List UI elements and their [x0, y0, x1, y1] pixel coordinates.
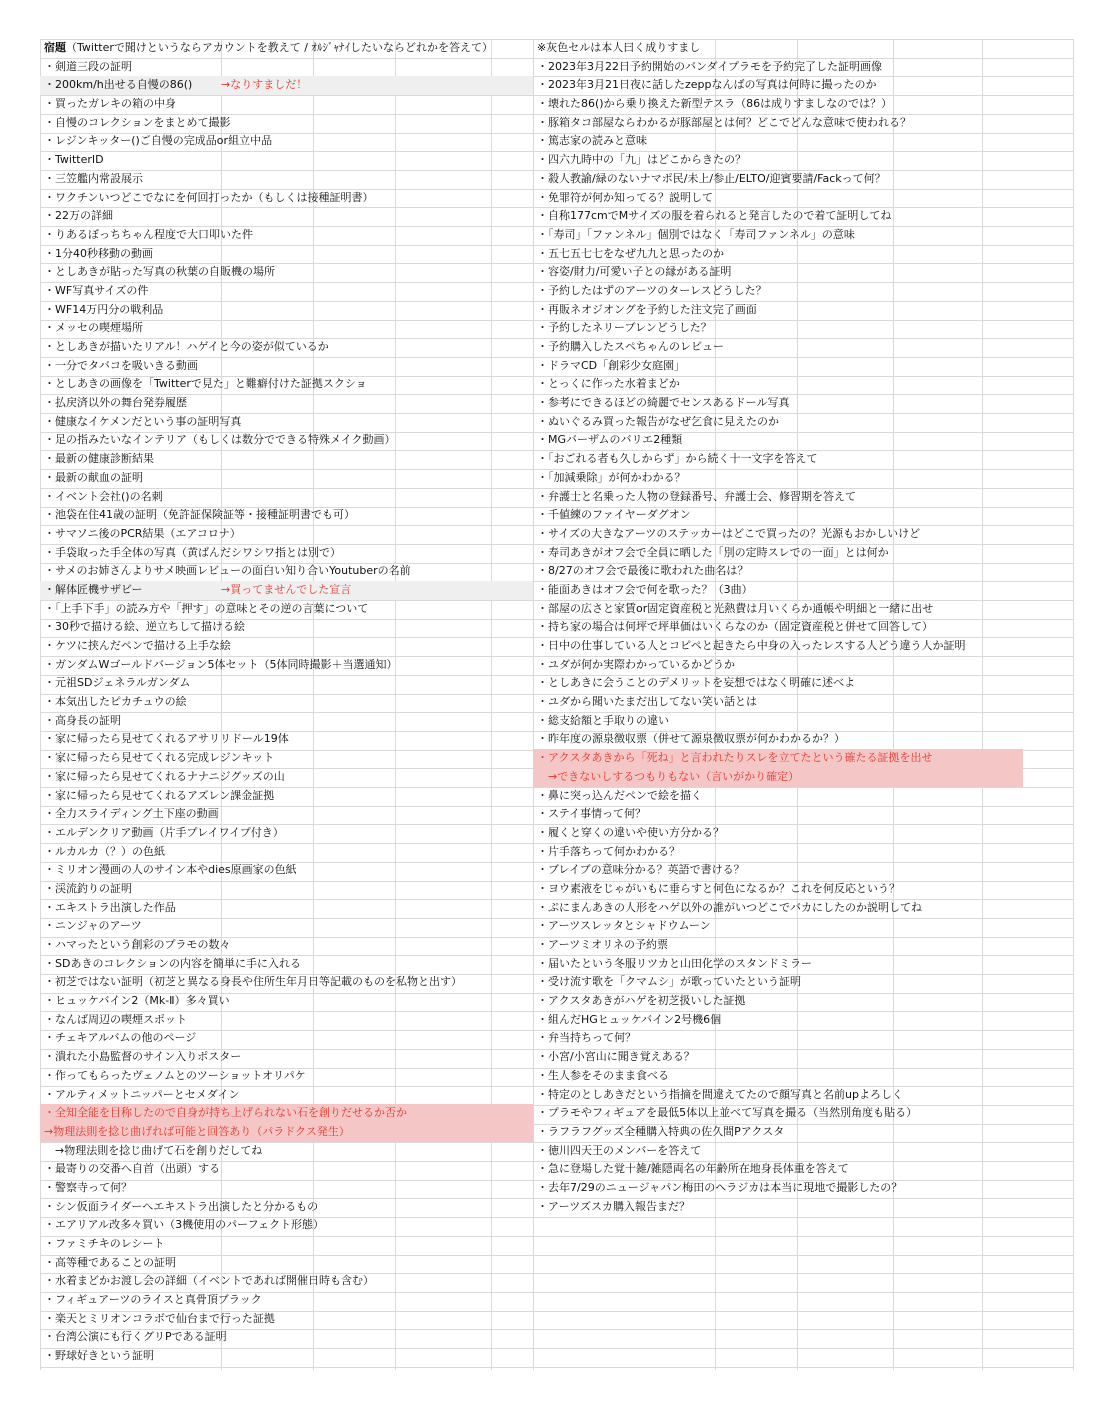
- right-item-text: ・再販ネオジオングを予約した注文完了画面: [537, 302, 757, 316]
- left-item: [40, 917, 533, 936]
- right-item: [533, 282, 1023, 301]
- right-item-text: ・組んだHGヒュッケバイン2号機6個: [537, 1012, 722, 1026]
- left-item-text: ・一分でタバコを吸いきる動画: [44, 358, 198, 372]
- right-item: [533, 151, 1023, 170]
- right-item-text: ・生人参をそのまま食べる: [537, 1068, 669, 1082]
- left-item-text: ・ケツに挟んだペンで描ける上手な絵: [44, 639, 231, 652]
- left-item: [40, 1011, 533, 1030]
- right-item: [533, 843, 1023, 862]
- left-item-text: ・健康なイケメンだという事の証明写真: [44, 414, 242, 428]
- left-item-text: ・エアリアル改多々買い（3機使用のパーフェクト形態）: [44, 1218, 325, 1232]
- right-item: [533, 226, 1023, 245]
- right-item: [533, 58, 1023, 77]
- left-item: [40, 431, 533, 450]
- left-item-text: ・ガンダムWゴールドバージョン5体セット（5体同時撮影＋当選通知）: [44, 657, 398, 671]
- right-item: [533, 357, 1023, 376]
- left-item-text: ・ヒュッケバイン2（Mk-Ⅱ）多々買い: [44, 994, 230, 1008]
- left-item-text: ・家に帰ったら見せてくれるアサリリドール19体: [44, 732, 289, 746]
- right-item-text: ・日中の仕事している人とコピペと起きたら中身の入ったレスする人どう違う人か証明: [537, 639, 966, 652]
- right-item: [533, 544, 1023, 563]
- right-item: [533, 263, 1023, 282]
- right-item: [533, 394, 1023, 413]
- left-item: [40, 1291, 533, 1310]
- left-item-text: ・家に帰ったら見せてくれる完成レジンキット: [44, 751, 275, 765]
- right-item: [533, 319, 1023, 338]
- right-item: [533, 506, 1023, 525]
- right-item-text: ・「加減乗除」が何かわかる？: [537, 470, 686, 484]
- left-item: [40, 768, 533, 787]
- right-item-text: ・ぬいぐるみ買った報告がなぜ乞食に見えたのか: [537, 414, 779, 428]
- right-item: [533, 338, 1023, 357]
- right-item: [533, 245, 1023, 264]
- right-item-text: ・寿司あきがオフ会で全員に晒した「別の定時スレでの一面」とは何か: [537, 545, 889, 559]
- right-item: [533, 787, 1023, 806]
- right-item: [533, 301, 1023, 320]
- left-item: [40, 1198, 533, 1217]
- left-item: [40, 488, 533, 507]
- right-item: [533, 450, 1023, 469]
- right-item: [533, 1067, 1023, 1086]
- right-item-text: ・ユダから聞いたまだ出してない笑い話とは: [537, 695, 757, 709]
- left-item: [40, 618, 533, 637]
- right-item-text: ・受け流す歌を「クマムシ」が歌っていたという証明: [537, 975, 801, 989]
- left-item-text: ・WF14万円分の戦利品: [44, 302, 164, 316]
- right-item-text: ・予約したはずのアーツのターレスどうした？: [537, 283, 767, 297]
- left-item-text: ・池袋在住41歳の証明（免許証保険証等・接種証明書でも可）: [44, 508, 355, 522]
- right-item-text: ・参考にできるほどの綺麗でセンスあるドール写真: [537, 396, 790, 410]
- right-item-text: ・部屋の広さと家賃or固定資産税と光熱費は月いくらか通帳や明細と一緒に出せ: [537, 601, 934, 615]
- left-item: [40, 1310, 533, 1329]
- left-item-text: ・渓流釣りの証明: [44, 881, 132, 895]
- right-item-text: ・アーツスレッタとシャドウムーン: [537, 919, 711, 933]
- spreadsheet: [40, 39, 1074, 1370]
- left-item: [40, 1160, 533, 1179]
- left-item: [40, 375, 533, 394]
- right-item: [533, 674, 1023, 693]
- right-item-text: ・としあきに会うことのデメリットを妄想ではなく明確に述べよ: [537, 676, 856, 690]
- left-item-text: ・家に帰ったら見せてくれるアズレン課金証拠: [44, 788, 275, 802]
- right-item: [533, 562, 1023, 581]
- right-item: [533, 917, 1023, 936]
- right-item-text: ・アーツミオリネの予約票: [537, 938, 669, 951]
- right-item-text: ・千値練のファイヤーダグオン: [537, 508, 691, 522]
- left-item: [40, 1123, 533, 1142]
- left-column: [40, 39, 533, 1366]
- left-item-text: ・払戻済以外の舞台発券履歴: [44, 396, 187, 410]
- right-header-row: [533, 39, 1023, 58]
- left-item-text: ・ニンジャのアーツ: [44, 919, 142, 933]
- left-item: [40, 58, 533, 77]
- right-item-text: ・アクスタあきから「死ね」と言われたりスレを立てたという確たる証拠を出せ: [537, 751, 933, 765]
- right-item-text: ・プラモやフィギュアを最低5体以上並べて写真を撮る（当然別角度も貼る）: [537, 1106, 918, 1120]
- right-item-text: →できないしするつもりもない（言いがかり確定）: [537, 769, 800, 783]
- left-item-text: ・レジンキッター()ご自慢の完成品or組立中品: [44, 134, 273, 148]
- left-item: [40, 413, 533, 432]
- right-item-text: ・ラフラフグッズ全種購入特典の佐久間Pアクスタ: [537, 1124, 785, 1138]
- right-item: [533, 413, 1023, 432]
- left-item: [40, 1235, 533, 1254]
- left-item: [40, 787, 533, 806]
- left-item-text: →物理法則を捻じ曲げれば可能と回答あり（パラドクス発生）: [44, 1124, 350, 1138]
- left-item-text: ・全力スライディング土下座の動画: [44, 807, 219, 821]
- right-column: [533, 39, 1023, 1216]
- left-item-text: ・初芝ではない証明（初芝と異なる身長や住所生年月日等記載のものを私物と出す）: [44, 975, 462, 989]
- right-item: [533, 1160, 1023, 1179]
- right-item-text: ・アーツズスカ購入報告まだ？: [537, 1199, 691, 1213]
- left-item-text: ・水着まどかお渡し会の詳細（イベントであれば開催日時も含む）: [44, 1274, 374, 1288]
- right-item-text: ・8/27のオフ会で最後に歌われた曲名は？: [537, 564, 749, 578]
- right-item-text: ・届いたという冬服リツカと山田化学のスタンドミラー: [537, 956, 812, 970]
- left-item-text: ・ファミチキのレシート: [44, 1237, 165, 1250]
- right-item: [533, 693, 1023, 712]
- right-item-text: ・「寿司」「ファンネル」個別ではなく「寿司ファンネル」の意味: [537, 227, 855, 241]
- right-item-text: ・急に登場した覚十雑/雑隠両名の年齢所在地身長体重を答えて: [537, 1162, 849, 1176]
- left-item: [40, 263, 533, 282]
- left-item-text: ・エルデンクリア動画（片手プレイワイプ付き）: [44, 825, 284, 839]
- left-item-text: ・足の指みたいなインテリア（もしくは数分でできる特殊メイク動画）: [44, 433, 396, 447]
- left-item: [40, 357, 533, 376]
- right-item: [533, 749, 1023, 768]
- left-item: [40, 1104, 533, 1123]
- right-item-text: ・篤志家の読みと意味: [537, 134, 647, 148]
- left-item: [40, 899, 533, 918]
- right-item-text: ・履くと穿くの違いや使い方分かる？: [537, 825, 724, 839]
- left-item-text: ・野球好きという証明: [44, 1349, 154, 1363]
- right-item: [533, 899, 1023, 918]
- left-item-text: ・家に帰ったら見せてくれるナナニジグッズの山: [44, 769, 285, 783]
- right-item-text: ・ブレイブの意味分かる？英語で書ける？: [537, 863, 745, 877]
- right-item-text: ・ぷにまんあきの人形をハゲ以外の誰がいつどこでバカにしたのか説明してね: [537, 900, 922, 914]
- right-item: [533, 1123, 1023, 1142]
- left-item-text: ・TwitterID: [44, 153, 104, 167]
- right-item-text: ・五七五七七をなぜ九九と思ったのか: [537, 246, 724, 260]
- right-item-text: ・とっくに作った水着まどか: [537, 377, 680, 391]
- left-item-text: ・メッセの喫煙場所: [44, 321, 143, 335]
- right-item: [533, 207, 1023, 226]
- left-item: [40, 936, 533, 955]
- right-item: [533, 768, 1023, 787]
- right-item-text: ・「おごれる者も久しからず」から続く十一文字を答えて: [537, 452, 818, 466]
- left-item-text: ・サメのお姉さんよりサメ映画レビューの面白い知り合いYoutuberの名前: [44, 564, 411, 578]
- left-item-text: ・りあるぼっちちゃん程度で大口叩いた件: [44, 227, 253, 241]
- right-item-text: ・持ち家の場合は何坪で坪単価はいくらなのか（固定資産税と併せて回答して）: [537, 620, 933, 634]
- left-item: [40, 207, 533, 226]
- left-item: [40, 151, 533, 170]
- left-item-text: ・警察寺って何？: [44, 1180, 132, 1194]
- left-item-text: ・アルティメットニッパーとセメダイン: [44, 1087, 240, 1101]
- left-item: [40, 506, 533, 525]
- left-item-text: ・ハマったという創彩のプラモの数々: [44, 938, 231, 951]
- left-item-text: ・SDあきのコレクションの内容を簡単に手に入れる: [44, 956, 302, 970]
- left-item: [40, 637, 533, 656]
- left-item: [40, 301, 533, 320]
- left-item-text: ・自慢のコレクションをまとめて撮影: [44, 115, 231, 129]
- left-item-note: →買ってませんでした宣言: [221, 582, 352, 596]
- left-item-note: →なりすましだ！: [221, 78, 308, 92]
- left-item-text: ・高身長の証明: [44, 713, 121, 727]
- right-item-text: ・片手落ちって何かわかる？: [537, 844, 680, 858]
- right-item: [533, 431, 1023, 450]
- right-item: [533, 76, 1023, 95]
- right-item: [533, 375, 1023, 394]
- right-item-text: ・鼻に突っ込んだペンで絵を描く: [537, 788, 702, 802]
- left-item: [40, 1179, 533, 1198]
- left-item-text: ・三笠艦内常設展示: [44, 171, 143, 185]
- right-item: [533, 992, 1023, 1011]
- left-item: [40, 245, 533, 264]
- left-item-text: ・22万の詳細: [44, 209, 113, 223]
- left-item-text: ・剣道三段の証明: [44, 59, 132, 73]
- left-item: [40, 880, 533, 899]
- right-item: [533, 1029, 1023, 1048]
- right-item: [533, 469, 1023, 488]
- right-item-text: ・予約購入したスペちゃんのレビュー: [537, 340, 724, 353]
- left-item-text: ・ワクチンいつどこでなにを何回打ったか（もしくは接種証明書）: [44, 190, 374, 204]
- left-item-text: ・なんば周辺の喫煙スポット: [44, 1012, 187, 1026]
- right-header-note: ※灰色セルは本人曰く成りすまし: [537, 41, 701, 54]
- left-item: [40, 450, 533, 469]
- right-item-text: ・ドラマCD「創彩少女庭園」: [537, 358, 686, 372]
- right-item: [533, 600, 1023, 619]
- left-item: [40, 581, 533, 600]
- right-item-text: ・予約したネリーブレンどうした？: [537, 321, 712, 335]
- right-item: [533, 656, 1023, 675]
- left-header-row: [40, 39, 533, 58]
- left-item-text: ・サマソニ後のPCR結果（エアコロナ）: [44, 526, 241, 540]
- left-item-text: ・解体匠機サザビー: [44, 582, 143, 596]
- left-item-text: ・ルカルカ（？）の色紙: [44, 844, 165, 858]
- right-item-text: ・サイズの大きなアーツのステッカーはどこで買ったの？光源もおかしいけど: [537, 526, 921, 540]
- right-item: [533, 189, 1023, 208]
- left-item-text: →物理法則を捻じ曲げて石を創りだしてね: [44, 1143, 263, 1157]
- left-item: [40, 805, 533, 824]
- left-item: [40, 1347, 533, 1366]
- right-item: [533, 618, 1023, 637]
- left-item-text: ・手袋取った手全体の写真（黄ばんだシワシワ指とは別で）: [44, 545, 341, 559]
- right-item-text: ・去年7/29のニュージャパン梅田のヘラジカは本当に現地で撮影したの？: [537, 1180, 903, 1194]
- left-item-text: ・作ってもらったヴェノムとのツーショットオリパケ: [44, 1068, 306, 1082]
- left-item: [40, 1272, 533, 1291]
- right-item-text: ・総支給額と手取りの違い: [537, 713, 669, 727]
- left-item: [40, 469, 533, 488]
- right-item-text: ・能面あきはオフ会で何を歌った？（3曲）: [537, 582, 753, 596]
- left-item: [40, 824, 533, 843]
- left-item: [40, 992, 533, 1011]
- right-item-text: ・四六九時中の「九」はどこからきたの？: [537, 153, 746, 167]
- right-item: [533, 637, 1023, 656]
- left-item: [40, 114, 533, 133]
- right-item-text: ・ユダが何か実際わかっているかどうか: [537, 657, 735, 671]
- left-item: [40, 1048, 533, 1067]
- right-item: [533, 955, 1023, 974]
- left-item-text: ・30秒で描ける絵、逆立ちして描ける絵: [44, 620, 245, 634]
- left-item-text: ・台湾公演にも行くグリPである証明: [44, 1330, 227, 1344]
- right-item-text: ・容姿/財力/可愛い子との縁がある証明: [537, 265, 732, 279]
- right-item-text: ・アクスタあきがハゲを初芝扱いした証拠: [537, 994, 746, 1008]
- left-item: [40, 189, 533, 208]
- left-header-title: 宿題: [44, 41, 66, 54]
- left-item: [40, 562, 533, 581]
- right-item-text: ・2023年3月21日夜に話したzeppなんばの写真は何時に撮ったのか: [537, 78, 877, 92]
- left-item-text: ・チェキアルバムの他のページ: [44, 1031, 197, 1045]
- right-item: [533, 805, 1023, 824]
- right-item: [533, 824, 1023, 843]
- left-item: [40, 973, 533, 992]
- left-item: [40, 749, 533, 768]
- left-item-text: ・イベント会社()の名刺: [44, 489, 163, 503]
- right-item-text: ・2023年3月22日予約開始のバンダイプラモを予約完了した証明画像: [537, 59, 882, 73]
- left-item: [40, 319, 533, 338]
- left-item-text: ・楽天とミリオンコラボで仙台まで行った証拠: [44, 1311, 275, 1325]
- left-item-text: ・最寄りの交番へ自首（出頭）する: [44, 1162, 220, 1176]
- right-item-text: ・ヨウ素液をじゃがいもに垂らすと何色になるか？これを何反応という？: [537, 881, 900, 895]
- right-item: [533, 880, 1023, 899]
- right-item: [533, 973, 1023, 992]
- left-item: [40, 1067, 533, 1086]
- left-item: [40, 338, 533, 357]
- right-item-text: ・弁護士と名乗った人物の登録番号、弁護士会、修習期を答えて: [537, 489, 856, 503]
- left-item: [40, 693, 533, 712]
- left-item-text: ・元祖SDジェネラルガンダム: [44, 676, 191, 690]
- left-item: [40, 226, 533, 245]
- left-item-text: ・200km/h出せる自慢の86(): [44, 78, 193, 92]
- right-item: [533, 1011, 1023, 1030]
- left-item: [40, 1216, 533, 1235]
- right-item-text: ・MGバーザムのバリエ2種類: [537, 433, 683, 447]
- left-item: [40, 132, 533, 151]
- right-item: [533, 712, 1023, 731]
- right-item-text: ・特定のとしあきだという指摘を間違えてたので顔写真と名前upよろしく: [537, 1087, 903, 1101]
- right-item: [533, 1198, 1023, 1217]
- right-item: [533, 525, 1023, 544]
- left-item: [40, 1142, 533, 1161]
- right-item-text: ・壊れた86()から乗り換えた新型テスラ（86は成りすましなのでは？）: [537, 97, 893, 111]
- right-item-text: ・免罪符が何か知ってる？説明して: [537, 190, 713, 204]
- right-item-text: ・小宮/小宮山に聞き覚えある？: [537, 1050, 695, 1064]
- left-item-text: ・1分40秒移動の動画: [44, 246, 153, 260]
- right-item: [533, 1048, 1023, 1067]
- left-item: [40, 730, 533, 749]
- left-item-text: ・潰れた小島監督のサイン入りポスター: [44, 1050, 242, 1064]
- left-item: [40, 394, 533, 413]
- right-item: [533, 1104, 1023, 1123]
- left-item-text: ・シン仮面ライダーへエキストラ出演したと分かるもの: [44, 1199, 319, 1213]
- left-item-text: ・最新の健康診断結果: [44, 452, 154, 466]
- left-item-text: ・フィギュアーツのライスと真骨頂ブラック: [44, 1293, 262, 1307]
- left-item-text: ・全知全能を目称したので自身が持ち上げられない石を創りだせるか否か: [44, 1106, 407, 1120]
- right-item: [533, 1086, 1023, 1105]
- left-item-text: ・としあきの画像を「Twitterで見た」と難癖付けた証拠スクショ: [44, 377, 367, 391]
- left-item-text: ・最新の献血の証明: [44, 470, 143, 484]
- left-item: [40, 656, 533, 675]
- left-item-text: ・としあきが描いたリアル！ハゲイと今の姿が似ているか: [44, 340, 329, 353]
- right-item: [533, 1142, 1023, 1161]
- left-item-text: ・本気出したピカチュウの絵: [44, 695, 187, 709]
- right-item-text: ・徳川四天王のメンバーを答えて: [537, 1143, 702, 1157]
- left-item: [40, 1328, 533, 1347]
- right-item: [533, 730, 1023, 749]
- left-item: [40, 843, 533, 862]
- left-item-text: ・WF写真サイズの件: [44, 283, 149, 297]
- left-item: [40, 282, 533, 301]
- left-item-text: ・ミリオン漫画の人のサイン本やdies原画家の色紙: [44, 863, 297, 877]
- left-item: [40, 1029, 533, 1048]
- left-item: [40, 544, 533, 563]
- right-item-text: ・豚箱タコ部屋ならわかるが豚部屋とは何？どこでどんな意味で使われる？: [537, 115, 911, 129]
- right-item-text: ・殺人教諭/緑のないナマポ民/未上/参止/ELTO/迎賓要請/Fackって何？: [537, 171, 886, 185]
- left-item: [40, 712, 533, 731]
- left-item: [40, 674, 533, 693]
- left-item: [40, 525, 533, 544]
- left-item-text: ・買ったガレキの箱の中身: [44, 97, 176, 111]
- right-item: [533, 170, 1023, 189]
- left-item: [40, 170, 533, 189]
- left-header-subtitle: （Twitterで聞けというならアカウントを教えて / ｵﾙｼﾞｬﾅｲしたいならどれかを答えて）: [66, 41, 493, 54]
- left-item: [40, 955, 533, 974]
- right-item: [533, 1179, 1023, 1198]
- left-item: [40, 600, 533, 619]
- right-item: [533, 581, 1023, 600]
- right-item: [533, 861, 1023, 880]
- right-item: [533, 488, 1023, 507]
- right-item: [533, 132, 1023, 151]
- left-item: [40, 861, 533, 880]
- left-item: [40, 76, 533, 95]
- left-item-text: ・高等種であることの証明: [44, 1255, 176, 1269]
- right-item-text: ・ステイ事情って何？: [537, 807, 647, 821]
- right-item-text: ・自称177cmでMサイズの服を着られると発言したので着て証明してね: [537, 209, 892, 223]
- right-item: [533, 114, 1023, 133]
- right-item-text: ・弁当持ちって何？: [537, 1031, 636, 1045]
- left-item: [40, 95, 533, 114]
- left-item: [40, 1254, 533, 1273]
- right-item-text: ・昨年度の源泉徴収票（併せて源泉徴収票が何かわかるか？）: [537, 732, 845, 746]
- left-item: [40, 1086, 533, 1105]
- left-item-text: ・「上手下手」の読み方や「押す」の意味とその逆の言葉について: [44, 601, 369, 615]
- right-item: [533, 936, 1023, 955]
- left-item-text: ・エキストラ出演した作品: [44, 900, 176, 914]
- right-item: [533, 95, 1023, 114]
- left-item-text: ・としあきが貼った写真の秋葉の自販機の場所: [44, 265, 275, 279]
